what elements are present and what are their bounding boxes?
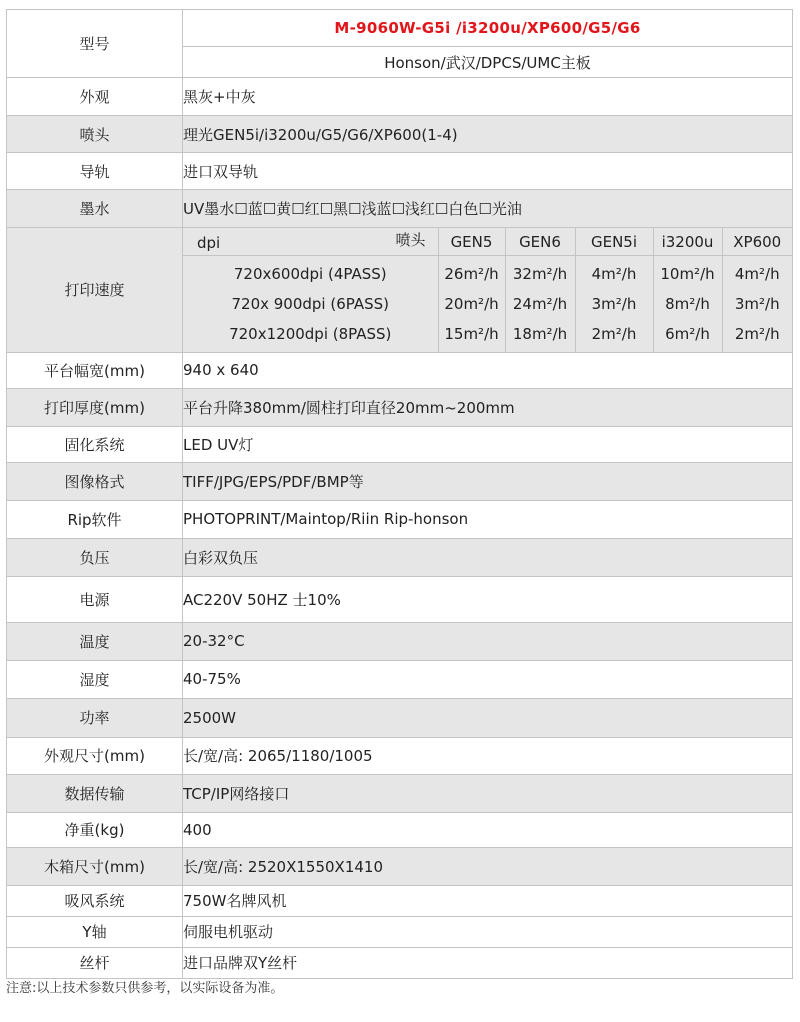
spec-row bbox=[7, 190, 793, 228]
head-name: GEN6 bbox=[505, 228, 575, 256]
spec-label: 图像格式 bbox=[7, 462, 183, 500]
print-modes bbox=[183, 256, 438, 352]
spec-value: 40-75% bbox=[183, 660, 793, 698]
spec-value: 进口品牌双Y丝杆 bbox=[183, 947, 793, 978]
spec-table bbox=[6, 9, 793, 979]
speed-column bbox=[438, 256, 505, 352]
spec-value: 理光GEN5i/i3200u/G5/G6/XP600(1-4) bbox=[183, 116, 793, 153]
head-name: i3200u bbox=[653, 228, 722, 256]
print-speed-label: 打印速度 bbox=[7, 228, 183, 353]
spec-label: 固化系统 bbox=[7, 426, 183, 462]
speed-value: 4m²/h bbox=[734, 264, 780, 283]
spec-label: 电源 bbox=[7, 576, 183, 622]
spec-row bbox=[7, 78, 793, 116]
spec-row bbox=[7, 698, 793, 737]
spec-label: Y轴 bbox=[7, 916, 183, 947]
spec-value: LED UV灯 bbox=[183, 426, 793, 462]
speed-column bbox=[722, 256, 792, 352]
spec-value: 940 x 640 bbox=[183, 352, 793, 388]
print-speed-row bbox=[7, 228, 793, 353]
spec-label: 外观尺寸(mm) bbox=[7, 737, 183, 774]
spec-label: 净重(kg) bbox=[7, 812, 183, 847]
speed-value: 32m²/h bbox=[512, 264, 568, 283]
disclaimer-note: 注意:以上技术参数只供参考，以实际设备为准。 bbox=[6, 981, 284, 996]
spec-label: 平台幅宽(mm) bbox=[7, 352, 183, 388]
spec-value: PHOTOPRINT/Maintop/Riin Rip-honson bbox=[183, 500, 793, 538]
spec-row bbox=[7, 774, 793, 812]
spec-row bbox=[7, 576, 793, 622]
spec-value: 长/宽/高: 2520X1550X1410 bbox=[183, 847, 793, 885]
spec-label: 功率 bbox=[7, 698, 183, 737]
spec-row bbox=[7, 538, 793, 576]
spec-label: 墨水 bbox=[7, 190, 183, 228]
spec-row bbox=[7, 622, 793, 660]
spec-label: Rip软件 bbox=[7, 500, 183, 538]
spec-row bbox=[7, 116, 793, 153]
speed-value: 2m²/h bbox=[734, 324, 780, 343]
spec-row bbox=[7, 812, 793, 847]
speed-column bbox=[575, 256, 653, 352]
speed-value: 6m²/h bbox=[665, 324, 710, 343]
speed-value: 8m²/h bbox=[665, 294, 710, 313]
print-mode: 720x1200dpi (8PASS) bbox=[229, 324, 392, 343]
model-name: M-9060W-G5i /i3200u/XP600/G5/G6 bbox=[183, 10, 793, 47]
board-types: Honson/武汉/DPCS/UMC主板 bbox=[183, 47, 793, 78]
spec-value: 750W名牌风机 bbox=[183, 885, 793, 916]
spec-label: 打印厚度(mm) bbox=[7, 388, 183, 426]
speed-header-corner bbox=[183, 228, 438, 256]
spec-label: 吸风系统 bbox=[7, 885, 183, 916]
speed-value: 10m²/h bbox=[660, 264, 715, 283]
speed-value: 2m²/h bbox=[591, 324, 637, 343]
spec-row bbox=[7, 916, 793, 947]
spec-label: 负压 bbox=[7, 538, 183, 576]
spec-label: 湿度 bbox=[7, 660, 183, 698]
spec-value: 进口双导轨 bbox=[183, 153, 793, 190]
print-speed-cell bbox=[183, 228, 793, 353]
speed-value: 26m²/h bbox=[444, 264, 499, 283]
spec-row bbox=[7, 947, 793, 978]
spec-value: TIFF/JPG/EPS/PDF/BMP等 bbox=[183, 462, 793, 500]
spec-row bbox=[7, 737, 793, 774]
spec-row bbox=[7, 885, 793, 916]
spec-label: 喷头 bbox=[7, 116, 183, 153]
spec-label: 木箱尺寸(mm) bbox=[7, 847, 183, 885]
speed-value: 3m²/h bbox=[734, 294, 780, 313]
spec-label: 丝杆 bbox=[7, 947, 183, 978]
spec-label: 数据传输 bbox=[7, 774, 183, 812]
spec-value: UV墨水☐蓝☐黄☐红☐黑☐浅蓝☐浅红☐白色☐光油 bbox=[183, 190, 793, 228]
speed-value: 18m²/h bbox=[512, 324, 568, 343]
speed-column bbox=[505, 256, 575, 352]
head-name: GEN5 bbox=[438, 228, 505, 256]
dpi-label: dpi bbox=[197, 234, 221, 252]
speed-value: 20m²/h bbox=[444, 294, 499, 313]
spec-value: 长/宽/高: 2065/1180/1005 bbox=[183, 737, 793, 774]
spec-value: 20-32°C bbox=[183, 622, 793, 660]
spec-row bbox=[7, 500, 793, 538]
spec-row bbox=[7, 847, 793, 885]
spec-value: 平台升降380mm/圆柱打印直径20mm~200mm bbox=[183, 388, 793, 426]
spec-row bbox=[7, 426, 793, 462]
head-name: GEN5i bbox=[575, 228, 653, 256]
spec-row bbox=[7, 660, 793, 698]
spec-label: 温度 bbox=[7, 622, 183, 660]
spec-value: 400 bbox=[183, 812, 793, 847]
print-speed-table bbox=[183, 228, 792, 352]
print-mode: 720x 900dpi (6PASS) bbox=[231, 294, 390, 313]
spec-row bbox=[7, 462, 793, 500]
spec-value: 2500W bbox=[183, 698, 793, 737]
spec-row bbox=[7, 153, 793, 190]
spec-value: 黑灰+中灰 bbox=[183, 78, 793, 116]
model-label: 型号 bbox=[7, 10, 183, 78]
head-name: XP600 bbox=[722, 228, 792, 256]
spec-value: 伺服电机驱动 bbox=[183, 916, 793, 947]
spec-label: 外观 bbox=[7, 78, 183, 116]
spec-label: 导轨 bbox=[7, 153, 183, 190]
speed-value: 3m²/h bbox=[591, 294, 637, 313]
spec-value: AC220V 50HZ 士10% bbox=[183, 576, 793, 622]
speed-column bbox=[653, 256, 722, 352]
speed-value: 4m²/h bbox=[591, 264, 637, 283]
speed-value: 24m²/h bbox=[512, 294, 568, 313]
head-label: 喷头 bbox=[395, 231, 426, 249]
spec-row bbox=[7, 352, 793, 388]
print-mode: 720x600dpi (4PASS) bbox=[233, 264, 387, 283]
spec-value: 白彩双负压 bbox=[183, 538, 793, 576]
spec-value: TCP/IP网络接口 bbox=[183, 774, 793, 812]
speed-value: 15m²/h bbox=[444, 324, 499, 343]
spec-row bbox=[7, 388, 793, 426]
